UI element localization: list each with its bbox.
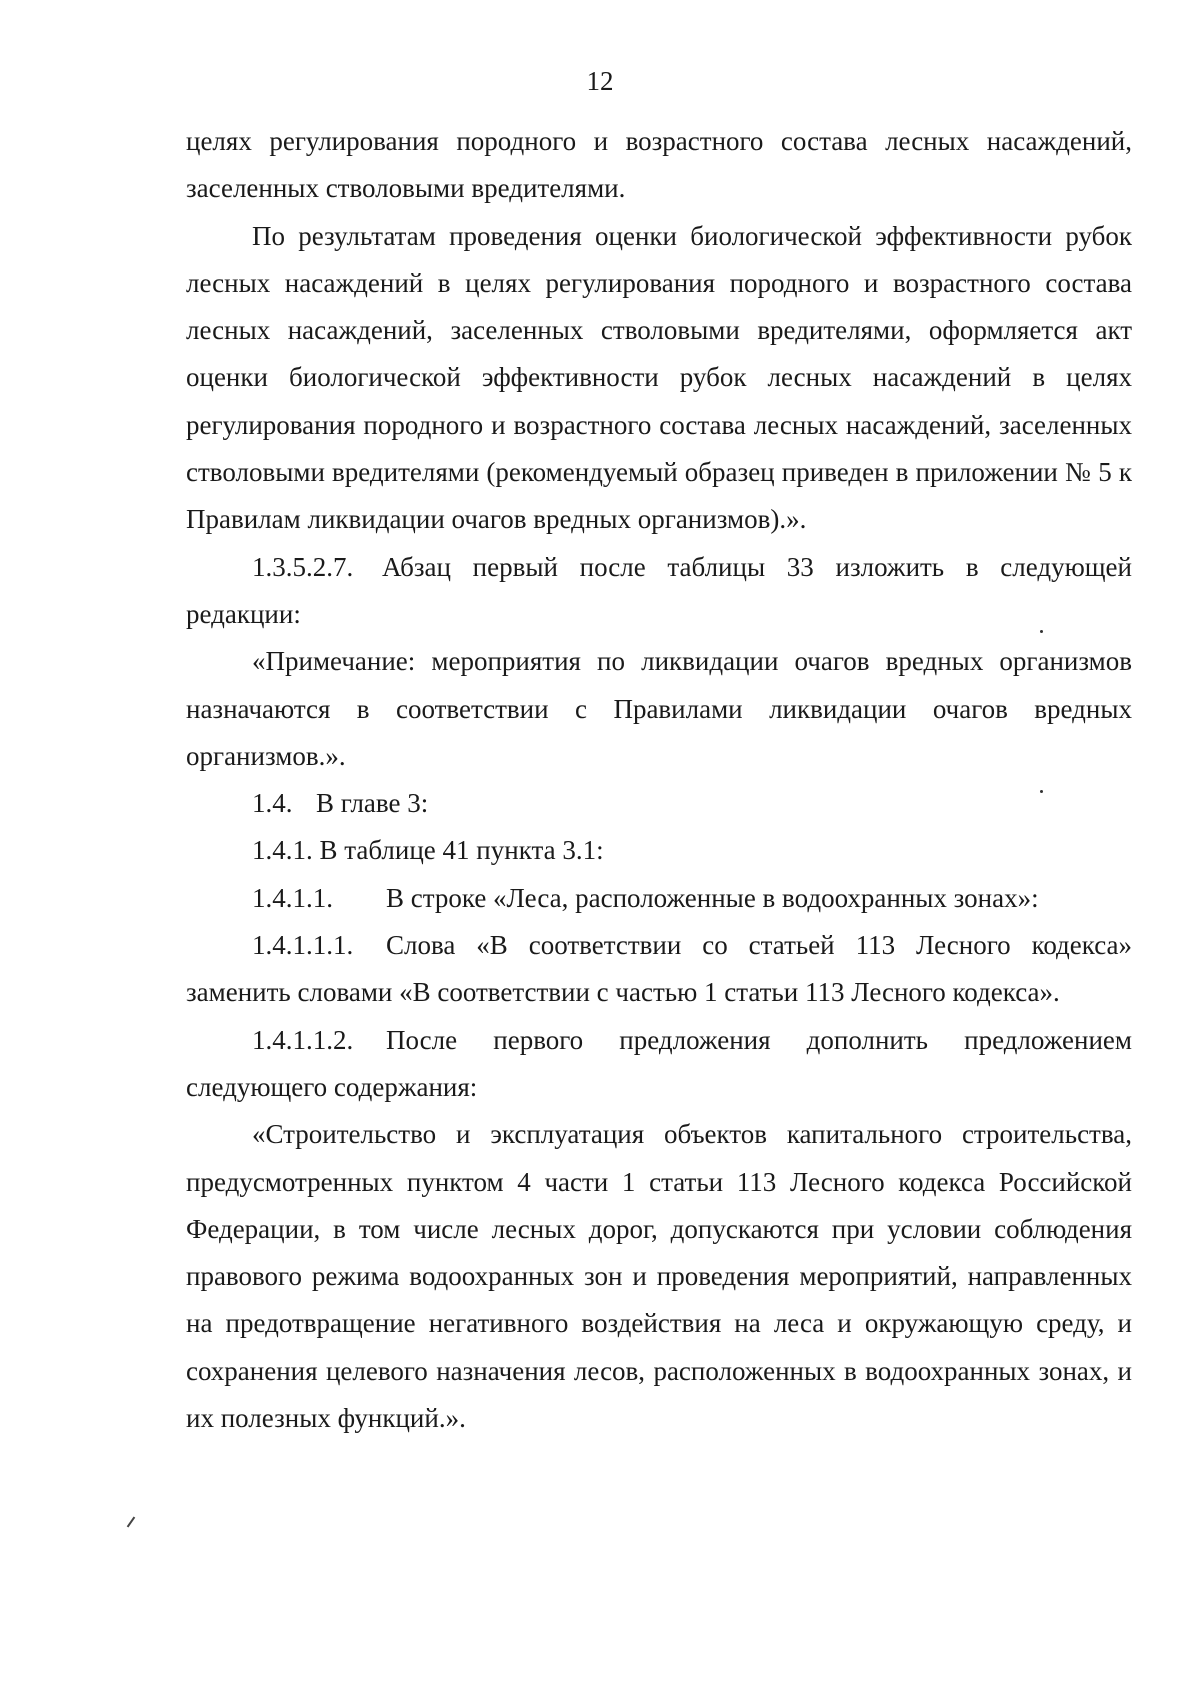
scan-mark: [127, 1517, 136, 1528]
clause-1-4-1-1: [186, 875, 1132, 922]
paragraph-note: «Примечание: мероприятия по ликвидации очагов вредных организмов назначаются в соответствии с Правилами ликвидации очагов вредных организмов.».: [186, 646, 1132, 771]
clause-text: В главе 3:: [316, 788, 429, 819]
clause-continuation: следующего содержания:: [186, 1071, 478, 1102]
clause-1-4-1-1-2: [186, 1017, 1132, 1064]
paragraph-evaluation-act: По результатам проведения оценки биологической эффективности рубок лесных насаждений в целях регулирования породного и возрастного состава лесных насаждений, заселенных стволовыми вредителями, оформляется акт оценки биологической эффективности рубок лесных насаждений в целях регулирования породного и возрастного состава лесных насаждений, заселенных стволовыми вредителями (рекомендуемый образец приведен в приложении № 5 к Правилам ликвидации очагов вредных организмов).».: [186, 220, 1132, 535]
clause-text: В строке «Леса, расположенные в водоохранных зонах»:: [386, 882, 1039, 913]
clause-text: Абзац первый после таблицы 33 изложить в следующей: [382, 551, 1132, 582]
clause-number: 1.4.: [252, 788, 293, 819]
clause-number: 1.3.5.2.7.: [252, 551, 354, 582]
clause-text: После первого предложения дополнить предложением: [386, 1024, 1132, 1055]
clause-1-3-5-2-7: [186, 544, 1132, 591]
clause-1-4-1: 1.4.1. В таблице 41 пункта 3.1:: [252, 835, 604, 866]
page-number: 12: [586, 66, 614, 96]
scan-mark: [1040, 790, 1043, 793]
paragraph-construction-quote: «Строительство и эксплуатация объектов капитального строительства, предусмотренных пунктом 4 части 1 статьи 113 Лесного кодекса Российской Федерации, в том числе лесных дорог, допускаются при условии соблюдения правового режима водоохранных зон и проведения мероприятий, направленных на предотвращение негативного воздействия на леса и окружающую среду, и сохранения целевого назначения лесов, расположенных в водоохранных зонах, и их полезных функций.».: [186, 1119, 1132, 1434]
clause-number: 1.4.1.1.: [252, 882, 333, 913]
clause-continuation: редакции:: [186, 598, 301, 629]
clause-1-4: [186, 780, 1132, 827]
clause-number: 1.4.1.1.2.: [252, 1024, 354, 1055]
clause-1-4-1-1-1: [186, 922, 1132, 969]
scan-mark: [1040, 630, 1043, 633]
clause-text: Слова «В соответствии со статьей 113 Лесного кодекса»: [386, 930, 1132, 961]
body-text: [186, 118, 1132, 1442]
clause-continuation: заменить словами «В соответствии с частью 1 статьи 113 Лесного кодекса».: [186, 977, 1060, 1008]
paragraph-continuation: целях регулирования породного и возрастного состава лесных насаждений, заселенных стволовыми вредителями.: [186, 126, 1132, 204]
clause-number: 1.4.1.1.1.: [252, 930, 354, 961]
